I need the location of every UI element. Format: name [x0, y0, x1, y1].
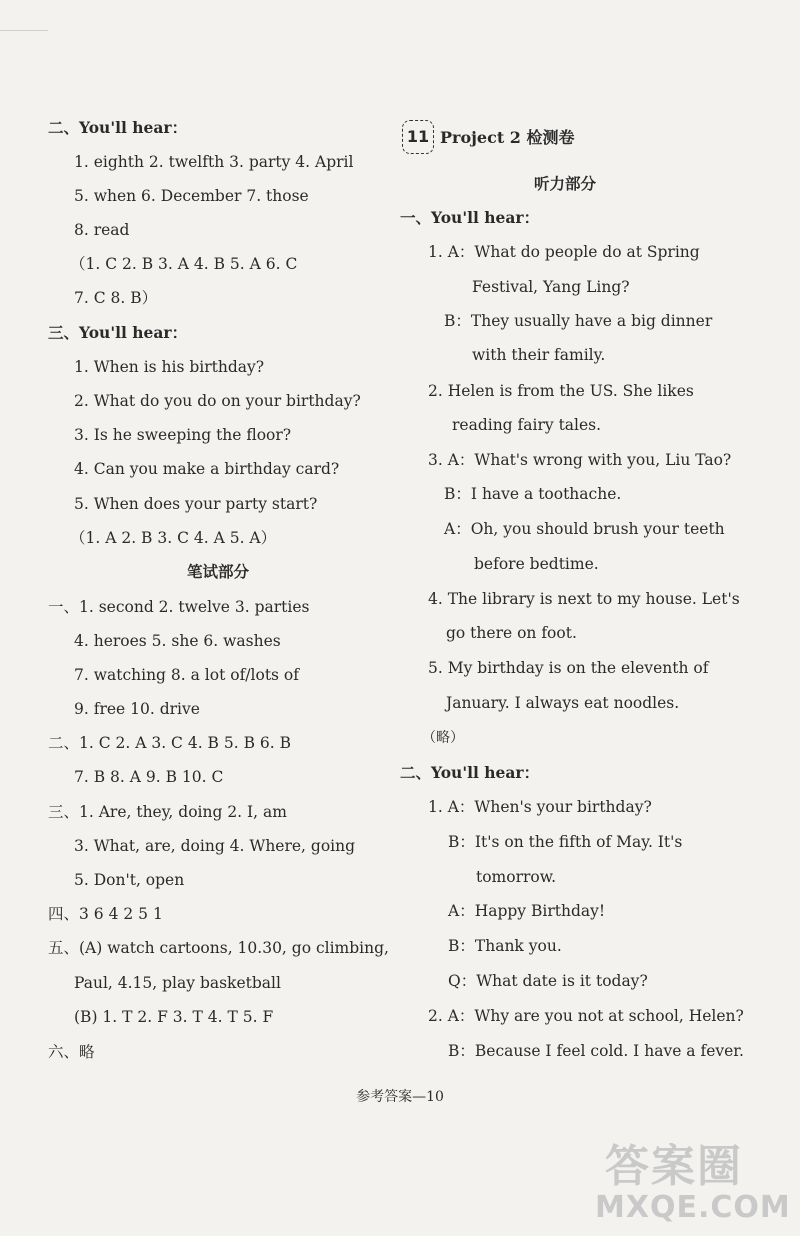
- unit-number-badge: 11: [402, 120, 434, 154]
- answer-line: 5. When does your party start?: [74, 495, 318, 513]
- transcript-line: 5. My birthday is on the eleventh of: [428, 659, 709, 677]
- answer-line: 二、1. C 2. A 3. C 4. B 5. B 6. B: [48, 734, 292, 752]
- answer-line: 2. What do you do on your birthday?: [74, 392, 361, 410]
- section-heading: 一、You'll hear：: [400, 208, 540, 227]
- transcript-line: Festival, Yang Ling?: [472, 278, 630, 296]
- transcript-line: B：Because I feel cold. I have a fever.: [448, 1042, 744, 1060]
- listening-part-heading: 听力部分: [533, 174, 596, 193]
- section-heading: 二、You'll hear：: [400, 763, 540, 782]
- transcript-line: 1. A：What do people do at Spring: [428, 243, 700, 261]
- transcript-line: reading fairy tales.: [452, 416, 602, 434]
- transcript-line: with their family.: [472, 346, 606, 364]
- answer-line: (B) 1. T 2. F 3. T 4. T 5. F: [74, 1008, 274, 1026]
- answer-line: 3. What, are, doing 4. Where, going: [74, 837, 356, 855]
- transcript-line: A：Happy Birthday!: [448, 902, 606, 920]
- section-heading: 三、You'll hear：: [48, 323, 188, 342]
- transcript-line: 2. Helen is from the US. She likes: [428, 382, 694, 400]
- answer-line: 三、1. Are, they, doing 2. I, am: [48, 803, 287, 821]
- transcript-line: B：It's on the fifth of May. It's: [448, 833, 683, 851]
- transcript-line: 3. A：What's wrong with you, Liu Tao?: [428, 451, 732, 469]
- answer-line: 3. Is he sweeping the floor?: [74, 426, 292, 444]
- answer-line: 7. watching 8. a lot of/lots of: [74, 666, 299, 684]
- transcript-line: B：I have a toothache.: [444, 485, 622, 503]
- answer-line: 六、略: [48, 1043, 95, 1061]
- transcript-line: A：Oh, you should brush your teeth: [444, 520, 725, 538]
- watermark-logo: 答案圈: [605, 1141, 743, 1192]
- section-heading: 二、You'll hear：: [48, 118, 188, 137]
- transcript-line: tomorrow.: [476, 868, 557, 886]
- answer-line: Paul, 4.15, play basketball: [74, 974, 281, 992]
- transcript-line: Q：What date is it today?: [448, 972, 648, 990]
- answer-line: 1. eighth 2. twelfth 3. party 4. April: [74, 153, 354, 171]
- answer-line: 一、1. second 2. twelve 3. parties: [48, 598, 310, 616]
- answer-line: 四、3 6 4 2 5 1: [48, 905, 163, 923]
- page-footer: 参考答案—10: [356, 1089, 444, 1105]
- answer-line: 5. Don't, open: [74, 871, 185, 889]
- transcript-line: 1. A：When's your birthday?: [428, 798, 652, 816]
- transcript-line: go there on foot.: [446, 624, 577, 642]
- answer-line: （1. C 2. B 3. A 4. B 5. A 6. C: [70, 255, 298, 273]
- transcript-line: B：They usually have a big dinner: [444, 312, 713, 330]
- transcript-line: January. I always eat noodles.: [446, 694, 680, 712]
- answer-line: 7. C 8. B）: [74, 289, 158, 307]
- answer-line: 4. heroes 5. she 6. washes: [74, 632, 281, 650]
- transcript-line: before bedtime.: [474, 555, 599, 573]
- answer-line: 9. free 10. drive: [74, 700, 200, 718]
- answer-line: 5. when 6. December 7. those: [74, 187, 309, 205]
- transcript-line: （略）: [422, 730, 464, 746]
- answer-line: 4. Can you make a birthday card?: [74, 460, 340, 478]
- transcript-line: 4. The library is next to my house. Let's: [428, 590, 740, 608]
- page-fold-line: [0, 30, 48, 31]
- answer-line: （1. A 2. B 3. C 4. A 5. A）: [70, 529, 277, 547]
- test-title: Project 2 检测卷: [440, 128, 575, 147]
- watermark: [585, 1130, 795, 1230]
- answer-line: 7. B 8. A 9. B 10. C: [74, 768, 224, 786]
- answer-line: 1. When is his birthday?: [74, 358, 265, 376]
- transcript-line: B：Thank you.: [448, 937, 562, 955]
- watermark-url: MXQE.COM: [595, 1190, 791, 1225]
- transcript-line: 2. A：Why are you not at school, Helen?: [428, 1007, 744, 1025]
- answer-line: 五、(A) watch cartoons, 10.30, go climbing,: [48, 939, 389, 957]
- answer-line: 8. read: [74, 221, 130, 239]
- written-part-heading: 笔试部分: [186, 562, 249, 581]
